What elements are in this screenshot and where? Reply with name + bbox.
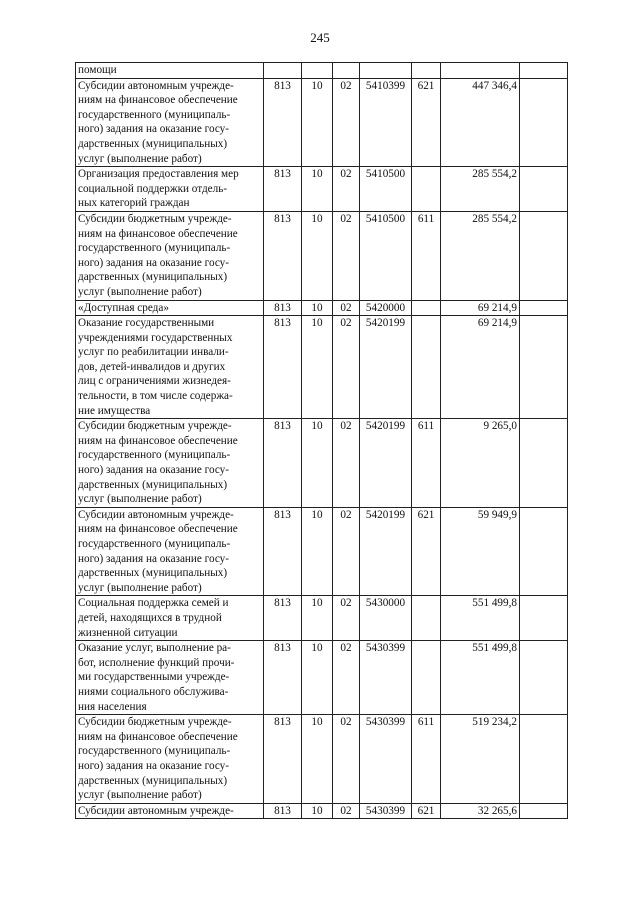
item-name-line: государственного (муниципаль- <box>78 242 231 255</box>
item-name-line: ми государственными учрежде- <box>78 671 230 684</box>
empty-extra-cell <box>520 316 568 419</box>
ministry-code-cell: 813 <box>264 507 302 596</box>
target-article-cell <box>360 63 412 79</box>
section-code-cell: 10 <box>302 803 333 819</box>
item-name-line: ного) задания на оказание госу- <box>78 464 229 477</box>
empty-extra-cell <box>520 507 568 596</box>
item-name-line: ного) задания на оказание госу- <box>78 759 229 772</box>
ministry-code-cell: 813 <box>264 419 302 508</box>
table-row <box>76 596 568 641</box>
ministry-code-cell: 813 <box>264 316 302 419</box>
subsection-code-cell: 02 <box>333 78 360 167</box>
item-name-line: детей, находящихся в трудной <box>78 611 222 624</box>
section-code-cell: 10 <box>302 316 333 419</box>
empty-extra-cell <box>520 63 568 79</box>
table-row <box>76 63 568 79</box>
empty-extra-cell <box>520 419 568 508</box>
empty-extra-cell <box>520 596 568 641</box>
item-name-line: ного) задания на оказание госу- <box>78 123 229 136</box>
target-article-cell: 5420199 <box>360 507 412 596</box>
item-name-line: ного) задания на оказание госу- <box>78 256 229 269</box>
expense-type-cell <box>412 596 441 641</box>
item-name-line: услуг (выполнение работ) <box>78 152 202 165</box>
amount-cell: 9 265,0 <box>441 419 520 508</box>
item-name-line: Оказание государственными <box>78 317 215 330</box>
empty-extra-cell <box>520 211 568 300</box>
item-name-line: дарственных (муниципальных) <box>78 478 228 491</box>
item-name-line: ных категорий граждан <box>78 197 190 210</box>
expense-type-cell: 621 <box>412 78 441 167</box>
table-row <box>76 419 568 508</box>
item-name-line: Социальная поддержка семей и <box>78 597 229 610</box>
empty-extra-cell <box>520 715 568 804</box>
subsection-code-cell: 02 <box>333 211 360 300</box>
amount-cell: 69 214,9 <box>441 300 520 316</box>
item-name-cell <box>76 316 264 419</box>
subsection-code-cell: 02 <box>333 596 360 641</box>
amount-cell: 32 265,6 <box>441 803 520 819</box>
item-name-line: Субсидии бюджетным учрежде- <box>78 420 232 433</box>
item-name-line: ние имущества <box>78 404 151 417</box>
amount-cell: 551 499,8 <box>441 641 520 715</box>
target-article-cell: 5410399 <box>360 78 412 167</box>
item-name-line: Субсидии автономным учрежде- <box>78 508 234 521</box>
expense-type-cell <box>412 167 441 212</box>
section-code-cell: 10 <box>302 641 333 715</box>
table-row <box>76 641 568 715</box>
item-name-cell <box>76 715 264 804</box>
item-name-line: ниям на финансовое обеспечение <box>78 94 238 107</box>
budget-table-body <box>76 63 568 819</box>
section-code-cell: 10 <box>302 419 333 508</box>
expense-type-cell: 621 <box>412 803 441 819</box>
section-code-cell: 10 <box>302 78 333 167</box>
empty-extra-cell <box>520 300 568 316</box>
subsection-code-cell: 02 <box>333 316 360 419</box>
item-name-line: учреждениями государственных <box>78 331 233 344</box>
section-code-cell: 10 <box>302 211 333 300</box>
item-name-line: тельности, в том числе содержа- <box>78 390 233 403</box>
table-row <box>76 316 568 419</box>
section-code-cell: 10 <box>302 167 333 212</box>
item-name-line: Организация предоставления мер <box>78 168 239 181</box>
item-name-line: услуг по реабилитации инвали- <box>78 346 229 359</box>
ministry-code-cell: 813 <box>264 803 302 819</box>
item-name-line: государственного (муниципаль- <box>78 538 231 550</box>
expense-type-cell: 621 <box>412 507 441 596</box>
item-name-cell <box>76 641 264 715</box>
empty-extra-cell <box>520 803 568 819</box>
item-name-line: Субсидии автономным учрежде- <box>78 79 234 92</box>
item-name-line: услуг (выполнение работ) <box>78 285 202 298</box>
subsection-code-cell <box>333 63 360 79</box>
item-name-line: жизненной ситуации <box>78 626 178 639</box>
ministry-code-cell: 813 <box>264 300 302 316</box>
item-name-cell <box>76 300 264 316</box>
item-name-cell <box>76 507 264 596</box>
item-name-line: лиц с ограничениями жизнедея- <box>78 375 231 388</box>
item-name-line: «Доступная среда» <box>78 301 169 314</box>
item-name-line: Субсидии автономным учрежде- <box>78 804 234 817</box>
item-name-line: ния населения <box>78 700 147 713</box>
item-name-line: Оказание услуг, выполнение ра- <box>78 642 231 655</box>
item-name-line: ниями социального обслужива- <box>78 685 229 698</box>
item-name-cell <box>76 78 264 167</box>
item-name-line: бот, исполнение функций прочи- <box>78 656 235 669</box>
item-name-line: Субсидии бюджетным учрежде- <box>78 716 232 729</box>
item-name-line: ниям на финансовое обеспечение <box>78 434 238 447</box>
ministry-code-cell: 813 <box>264 596 302 641</box>
budget-table <box>75 62 568 819</box>
target-article-cell: 5430399 <box>360 641 412 715</box>
item-name-line: помощи <box>78 64 117 76</box>
expense-type-cell <box>412 63 441 79</box>
section-code-cell: 10 <box>302 715 333 804</box>
page-number: 245 <box>310 30 330 45</box>
item-name-line: ниям на финансовое обеспечение <box>78 227 238 240</box>
expense-type-cell <box>412 641 441 715</box>
expense-type-cell <box>412 316 441 419</box>
expense-type-cell <box>412 300 441 316</box>
amount-cell: 285 554,2 <box>441 167 520 212</box>
subsection-code-cell: 02 <box>333 300 360 316</box>
empty-extra-cell <box>520 641 568 715</box>
table-row <box>76 211 568 300</box>
amount-cell: 447 346,4 <box>441 78 520 167</box>
item-name-line: услуг (выполнение работ) <box>78 493 202 506</box>
section-code-cell <box>302 63 333 79</box>
table-row <box>76 167 568 212</box>
item-name-line: социальной поддержки отдель- <box>78 182 228 195</box>
subsection-code-cell: 02 <box>333 715 360 804</box>
target-article-cell: 5420000 <box>360 300 412 316</box>
target-article-cell: 5430399 <box>360 715 412 804</box>
amount-cell: 519 234,2 <box>441 715 520 804</box>
empty-extra-cell <box>520 167 568 212</box>
table-row <box>76 715 568 804</box>
section-code-cell: 10 <box>302 596 333 641</box>
expense-type-cell: 611 <box>412 211 441 300</box>
target-article-cell: 5410500 <box>360 167 412 212</box>
item-name-line: дарственных (муниципальных) <box>78 271 228 284</box>
ministry-code-cell <box>264 63 302 79</box>
table-row <box>76 300 568 316</box>
item-name-cell <box>76 419 264 508</box>
subsection-code-cell: 02 <box>333 641 360 715</box>
item-name-line: дарственных (муниципальных) <box>78 774 228 787</box>
target-article-cell: 5420199 <box>360 419 412 508</box>
item-name-line: Субсидии бюджетным учрежде- <box>78 212 232 225</box>
item-name-cell <box>76 596 264 641</box>
amount-cell <box>441 63 520 79</box>
item-name-line: услуг (выполнение работ) <box>78 581 202 594</box>
expense-type-cell: 611 <box>412 419 441 508</box>
subsection-code-cell: 02 <box>333 507 360 596</box>
ministry-code-cell: 813 <box>264 715 302 804</box>
item-name-cell <box>76 803 264 819</box>
item-name-cell <box>76 167 264 212</box>
subsection-code-cell: 02 <box>333 419 360 508</box>
item-name-line: дарственных (муниципальных) <box>78 567 228 580</box>
item-name-line: государственного (муниципаль- <box>78 745 231 758</box>
target-article-cell: 5430399 <box>360 803 412 819</box>
target-article-cell: 5430000 <box>360 596 412 641</box>
ministry-code-cell: 813 <box>264 641 302 715</box>
table-row <box>76 803 568 819</box>
item-name-line: государственного (муниципаль- <box>78 449 231 462</box>
item-name-line: ниям на финансовое обеспечение <box>78 523 238 536</box>
expense-type-cell: 611 <box>412 715 441 804</box>
section-code-cell: 10 <box>302 300 333 316</box>
ministry-code-cell: 813 <box>264 78 302 167</box>
amount-cell: 285 554,2 <box>441 211 520 300</box>
item-name-line: государственного (муниципаль- <box>78 108 231 121</box>
table-row <box>76 78 568 167</box>
section-code-cell: 10 <box>302 507 333 596</box>
item-name-line: дов, детей-инвалидов и других <box>78 360 226 373</box>
subsection-code-cell: 02 <box>333 803 360 819</box>
item-name-cell <box>76 211 264 300</box>
table-row <box>76 507 568 596</box>
target-article-cell: 5410500 <box>360 211 412 300</box>
item-name-line: дарственных (муниципальных) <box>78 137 228 150</box>
amount-cell: 551 499,8 <box>441 596 520 641</box>
item-name-line: услуг (выполнение работ) <box>78 789 202 802</box>
target-article-cell: 5420199 <box>360 316 412 419</box>
subsection-code-cell: 02 <box>333 167 360 212</box>
item-name-cell <box>76 63 264 79</box>
item-name-line: ного) задания на оказание госу- <box>78 552 229 565</box>
amount-cell: 59 949,9 <box>441 507 520 596</box>
item-name-line: ниям на финансовое обеспечение <box>78 730 238 743</box>
ministry-code-cell: 813 <box>264 167 302 212</box>
empty-extra-cell <box>520 78 568 167</box>
amount-cell: 69 214,9 <box>441 316 520 419</box>
ministry-code-cell: 813 <box>264 211 302 300</box>
